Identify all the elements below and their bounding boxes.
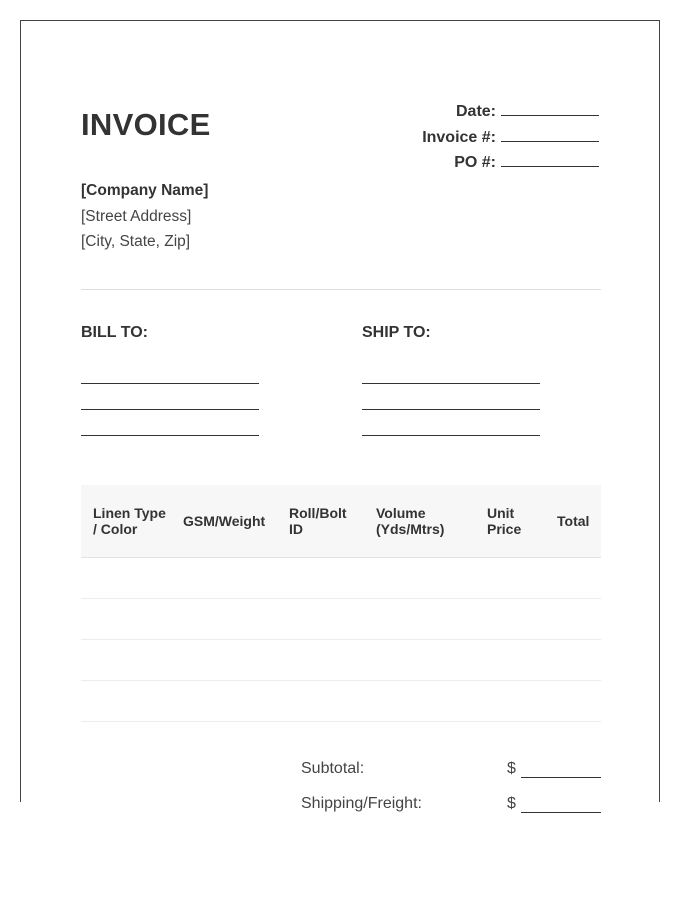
table-cell[interactable]: [475, 558, 545, 599]
bill-to-section: [81, 324, 261, 436]
invoice-meta: [422, 101, 599, 178]
totals-section: [301, 760, 601, 830]
table-cell[interactable]: [171, 681, 277, 722]
shipping-currency: $: [507, 795, 516, 812]
invoice-number-row: [422, 127, 599, 153]
date-label: Date:: [455, 103, 496, 120]
table-cell[interactable]: [81, 558, 171, 599]
ship-to-label: SHIP TO:: [362, 324, 431, 341]
shipping-label: Shipping/Freight:: [301, 795, 422, 812]
table-cell[interactable]: [81, 599, 171, 640]
table-row: [81, 558, 601, 599]
ship-to-line-1[interactable]: [362, 383, 540, 384]
subtotal-field[interactable]: [521, 777, 601, 778]
subtotal-row: [301, 760, 601, 795]
shipping-row: [301, 795, 601, 830]
column-header-gsm-weight: GSM/Weight: [171, 485, 277, 558]
bill-to-line-3[interactable]: [81, 435, 259, 436]
table-cell[interactable]: [171, 640, 277, 681]
table-cell[interactable]: [475, 640, 545, 681]
subtotal-currency: $: [507, 760, 516, 777]
table-cell[interactable]: [277, 640, 364, 681]
table-cell[interactable]: [364, 681, 475, 722]
table-cell[interactable]: [364, 599, 475, 640]
po-number-row: [422, 152, 599, 178]
ship-to-section: [362, 324, 542, 436]
po-number-field[interactable]: [501, 152, 599, 167]
table-cell[interactable]: [277, 599, 364, 640]
table-cell[interactable]: [81, 681, 171, 722]
ship-to-line-3[interactable]: [362, 435, 540, 436]
invoice-title: INVOICE: [81, 107, 211, 142]
table-row: [81, 599, 601, 640]
invoice-page: [20, 20, 660, 812]
table-cell[interactable]: [171, 558, 277, 599]
column-header-linen-type: Linen Type / Color: [81, 485, 171, 558]
date-row: [422, 101, 599, 127]
table-cell[interactable]: [475, 681, 545, 722]
section-divider: [81, 289, 601, 290]
column-header-total: Total: [545, 485, 601, 558]
bill-to-label: BILL TO:: [81, 324, 148, 341]
table-cell[interactable]: [364, 558, 475, 599]
invoice-number-field[interactable]: [501, 127, 599, 142]
table-cell[interactable]: [364, 640, 475, 681]
table-row: [81, 640, 601, 681]
table-cell[interactable]: [277, 681, 364, 722]
company-city: [City, State, Zip]: [81, 233, 191, 250]
subtotal-label: Subtotal:: [301, 760, 365, 777]
table-cell[interactable]: [475, 599, 545, 640]
table-cell[interactable]: [545, 640, 601, 681]
bill-to-line-1[interactable]: [81, 383, 259, 384]
invoice-number-label: Invoice #:: [422, 128, 496, 146]
table-cell[interactable]: [545, 599, 601, 640]
shipping-field[interactable]: [521, 812, 601, 813]
company-block: [81, 178, 208, 255]
date-field[interactable]: [501, 101, 599, 116]
column-header-unit-price: Unit Price: [475, 485, 545, 558]
table-cell[interactable]: [277, 558, 364, 599]
line-items-table: [81, 485, 601, 722]
table-header-row: [81, 485, 601, 558]
bill-to-line-2[interactable]: [81, 409, 259, 410]
table-cell[interactable]: [81, 640, 171, 681]
po-number-label: PO #:: [454, 154, 496, 171]
table-row: [81, 681, 601, 722]
table-cell[interactable]: [545, 558, 601, 599]
column-header-roll-bolt-id: Roll/Bolt ID: [277, 485, 364, 558]
company-street: [Street Address]: [81, 207, 192, 225]
column-header-volume: Volume (Yds/Mtrs): [364, 485, 475, 558]
table-cell[interactable]: [545, 681, 601, 722]
ship-to-line-2[interactable]: [362, 409, 540, 410]
company-name: [Company Name]: [81, 182, 209, 199]
table-cell[interactable]: [171, 599, 277, 640]
